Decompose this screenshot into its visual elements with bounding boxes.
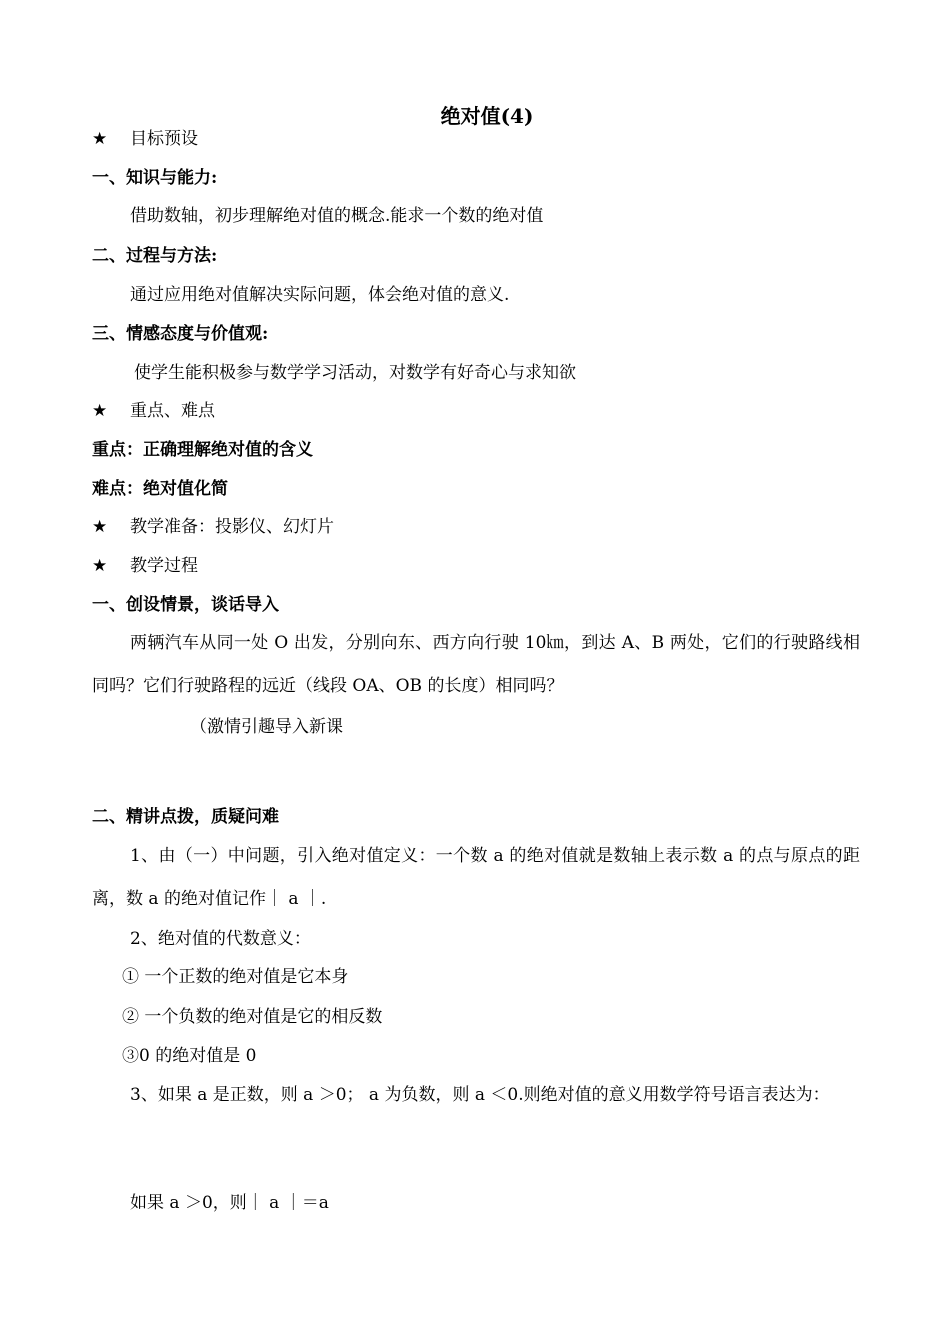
heading-intro: 一、创设情景，谈话导入 — [92, 595, 279, 615]
section-goal — [92, 128, 198, 150]
prep-label: 教学准备：投影仪、幻灯片 — [130, 517, 334, 537]
item-positive: ① 一个正数的绝对值是它本身 — [122, 967, 349, 987]
hard-point: 难点：绝对值化简 — [92, 479, 228, 499]
heading-process: 二、过程与方法: — [92, 246, 218, 266]
heading-knowledge: 一、知识与能力: — [92, 168, 218, 188]
section-key — [92, 400, 215, 422]
text-knowledge: 借助数轴，初步理解绝对值的概念.能求一个数的绝对值 — [130, 206, 544, 226]
star-icon: ★ — [92, 401, 108, 421]
key-point: 重点：正确理解绝对值的含义 — [92, 440, 313, 460]
star-icon: ★ — [92, 517, 108, 537]
page-title: 绝对值(4) — [440, 104, 534, 128]
item-negative: ② 一个负数的绝对值是它的相反数 — [122, 1007, 383, 1027]
section-prep — [92, 516, 334, 538]
paragraph-symbolic: 3、如果 a 是正数，则 a ＞0； a 为负数，则 a ＜0.则绝对值的意义用数学符号语言表达为： — [130, 1085, 830, 1105]
text-formula: 如果 a ＞0，则｜ a ｜＝a — [130, 1193, 329, 1213]
proc-label: 教学过程 — [130, 556, 198, 576]
star-icon: ★ — [92, 129, 108, 149]
goal-label: 目标预设 — [130, 129, 198, 149]
heading-lecture: 二、精讲点拨，质疑问难 — [92, 807, 279, 827]
text-emotion: 使学生能积极参与数学学习活动，对数学有好奇心与求知欲 — [134, 363, 576, 383]
text-process: 通过应用绝对值解决实际问题，体会绝对值的意义. — [130, 285, 510, 305]
text-motivation: （激情引趣导入新课 — [190, 717, 343, 737]
star-icon: ★ — [92, 556, 108, 576]
text-algebraic: 2、绝对值的代数意义： — [130, 929, 311, 949]
section-proc — [92, 555, 198, 577]
item-zero: ③0 的绝对值是 0 — [122, 1046, 257, 1066]
heading-emotion: 三、情感态度与价值观: — [92, 324, 269, 344]
paragraph-cars: 两辆汽车从同一处 O 出发，分别向东、西方向行驶 10㎞，到达 A、B 两处，它们的行驶路线相同吗？它们行驶路程的远近（线段 OA、OB 的长度）相同吗？ — [92, 633, 860, 696]
paragraph-definition: 1、由（一）中问题，引入绝对值定义：一个数 a 的绝对值就是数轴上表示数 a 的点与原点的距离，数 a 的绝对值记作｜ a ｜. — [92, 846, 860, 909]
key-label: 重点、难点 — [130, 401, 215, 421]
